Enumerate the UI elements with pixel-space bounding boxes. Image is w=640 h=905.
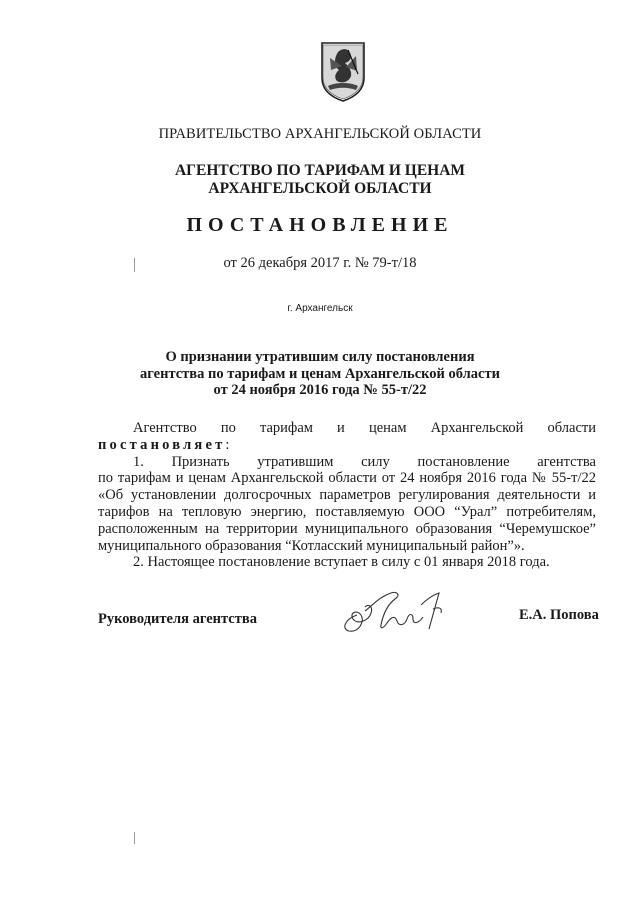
subject-line1: О признании утратившим силу постановления bbox=[165, 349, 475, 365]
agency-name bbox=[0, 162, 640, 198]
decides-word: постановляет bbox=[98, 436, 226, 453]
coat-of-arms-icon bbox=[318, 40, 368, 102]
document-body bbox=[98, 420, 596, 571]
document-city: г. Архангельск bbox=[287, 303, 353, 314]
decides-colon: : bbox=[225, 436, 230, 453]
intro-line: Агентство по тарифам и ценам Архангельской области bbox=[133, 420, 596, 436]
paragraph-1-line3: «Об установлении долгосрочных параметров регулирования деятельности и bbox=[98, 487, 596, 504]
paragraph-1-line4: тарифов на тепловую энергию, поставляемую ООО “Урал” потребителям, bbox=[98, 503, 596, 520]
agency-name-line2: АРХАНГЕЛЬСКОЙ ОБЛАСТИ bbox=[208, 180, 432, 197]
subject-line2: агентства по тарифам и ценам Архангельской области bbox=[140, 365, 500, 382]
signatory-name: Е.А. Попова bbox=[519, 607, 599, 623]
scan-mark bbox=[134, 258, 135, 272]
paragraph-1-line2: по тарифам и ценам Архангельской области от 24 ноября 2016 года № 55-т/22 bbox=[98, 470, 596, 487]
paragraph-1-line1: 1. Признать утратившим силу постановление агентства bbox=[133, 453, 596, 470]
document-subject bbox=[0, 349, 640, 399]
document-date-number: от 26 декабря 2017 г. № 79-т/18 bbox=[223, 255, 417, 271]
agency-name-line1: АГЕНТСТВО ПО ТАРИФАМ И ЦЕНАМ bbox=[174, 162, 466, 179]
scan-mark bbox=[134, 832, 135, 844]
paragraph-1-line6: муниципального образования “Котласский муниципальный район”». bbox=[98, 537, 525, 554]
document-type-title: ПОСТАНОВЛЕНИЕ bbox=[186, 214, 454, 236]
paragraph-2: 2. Настоящее постановление вступает в силу с 01 января 2018 года. bbox=[133, 554, 550, 571]
signatory-title: Руководителя агентства bbox=[98, 611, 257, 627]
subject-line3: от 24 ноября 2016 года № 55-т/22 bbox=[213, 382, 427, 398]
paragraph-1-line5: расположенным на территории муниципального образования “Черемушское” bbox=[98, 520, 596, 537]
government-name: ПРАВИТЕЛЬСТВО АРХАНГЕЛЬСКОЙ ОБЛАСТИ bbox=[158, 126, 482, 142]
intro-decision-line bbox=[98, 437, 596, 454]
handwritten-signature bbox=[335, 585, 465, 640]
